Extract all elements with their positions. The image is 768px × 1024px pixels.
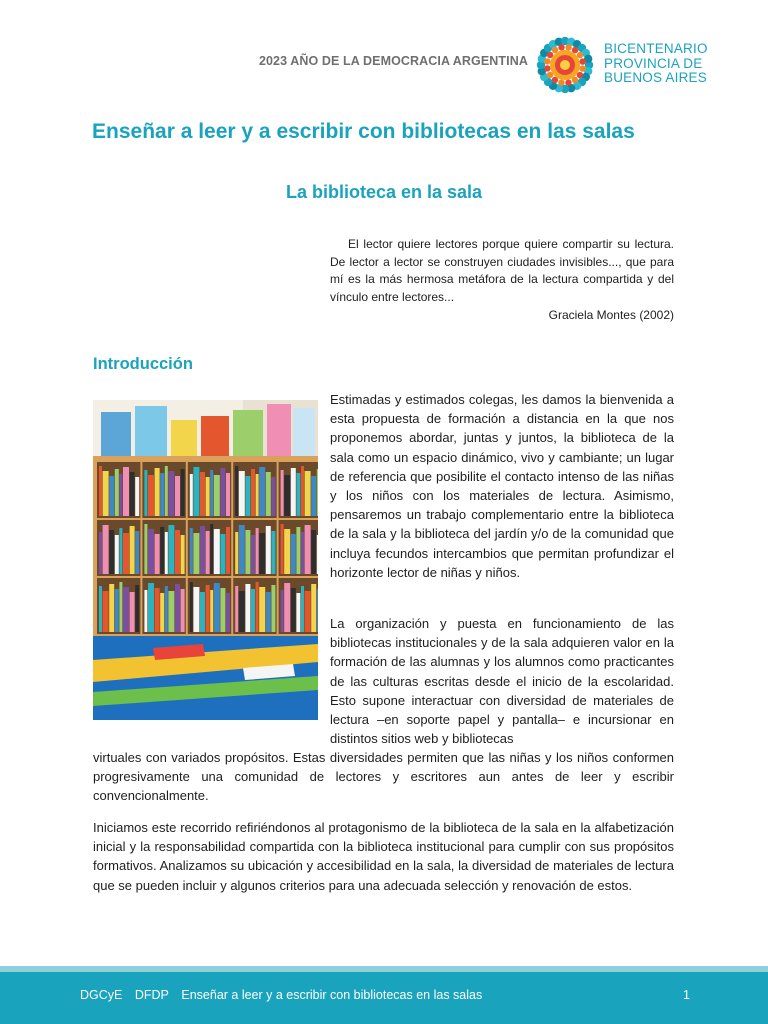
epigraph-author: Graciela Montes (2002) [548, 307, 674, 322]
logo-wordmark [604, 42, 708, 86]
intro-paragraph-3: Iniciamos este recorrido refiriéndonos al protagonismo de la biblioteca de la sala en la alfabetización inicial y la responsabilidad compartida con la biblioteca institucional para cumplir con sus propósitos formativos. Analizamos su ubicación y accesibilidad en la sala, la diversidad de materiales de lectura que se pueden incluir y algunos criterios para una adecuada selección y renovación de estos. [93, 820, 674, 893]
document-subtitle: La biblioteca en la sala [285, 182, 483, 202]
footer-org-dgcye: DGCyE [80, 988, 123, 1002]
document-title: Enseñar a leer y a escribir con bibliotecas en las salas [92, 120, 635, 143]
epigraph-quote: El lector quiere lectores porque quiere compartir su lectura. De lector a lector se construyen ciudades invisibles..., que para mí es la más hermosa metáfora de la lectura compartida y del vínculo entre lectores... [330, 237, 674, 305]
logo-line-bicentenario: BICENTENARIO [604, 41, 708, 56]
logo-line-provincia: PROVINCIA DE [604, 55, 703, 71]
section-heading-introduccion: Introducción [93, 355, 193, 373]
footer-doc-title: Enseñar a leer y a escribir con bibliotecas en las salas [181, 988, 483, 1002]
bicentenario-sun-icon [532, 34, 598, 96]
footer-org-dfdp: DFDP [134, 988, 169, 1002]
intro-paragraph-1: Estimadas y estimados colegas, les damos la bienvenida a esta propuesta de formación a distancia en la que nos proponemos abordar, juntas y juntos, la biblioteca de la sala como un espacio dinámico, vivo y cambiante; un lugar de referencia que posibilite el contacto intenso de las niñas y los niños con los materiales de lectura. Asimismo, pensaremos un trabajo complementario entre la biblioteca de la sala y la biblioteca del jardín y/o de la comunidad que incluya fecundos intercambios que permitan profundizar el horizonte lector de niñas y niños. [330, 392, 674, 580]
footer-credits [80, 988, 491, 1002]
header-tagline: 2023 AÑO DE LA DEMOCRACIA ARGENTINA [258, 54, 528, 68]
page-footer [0, 972, 768, 1024]
page-number: 1 [683, 988, 690, 1002]
intro-paragraph-2: La organización y puesta en funcionamiento de las bibliotecas institucionales y de la sala adquieren valor en la formación de las alumnas y los alumnos como practicantes de las culturas escritas desde el inicio de la escolaridad. Esto supone interactuar con diversidad de materiales de lectura –en soporte papel y pantalla– e incursionar en distintos sitios web y bibliotecas [330, 616, 674, 747]
intro-paragraph-2-continued: virtuales con variados propósitos. Estas diversidades permiten que las niñas y los niños conformen progresivamente una comunidad de lectores y escritores aun antes de leer y escribir convencionalmente. [93, 750, 674, 804]
epigraph [330, 236, 674, 325]
library-bookshelf-photo [93, 400, 318, 720]
logo-line-buenos-aires: BUENOS AIRES [604, 70, 707, 85]
